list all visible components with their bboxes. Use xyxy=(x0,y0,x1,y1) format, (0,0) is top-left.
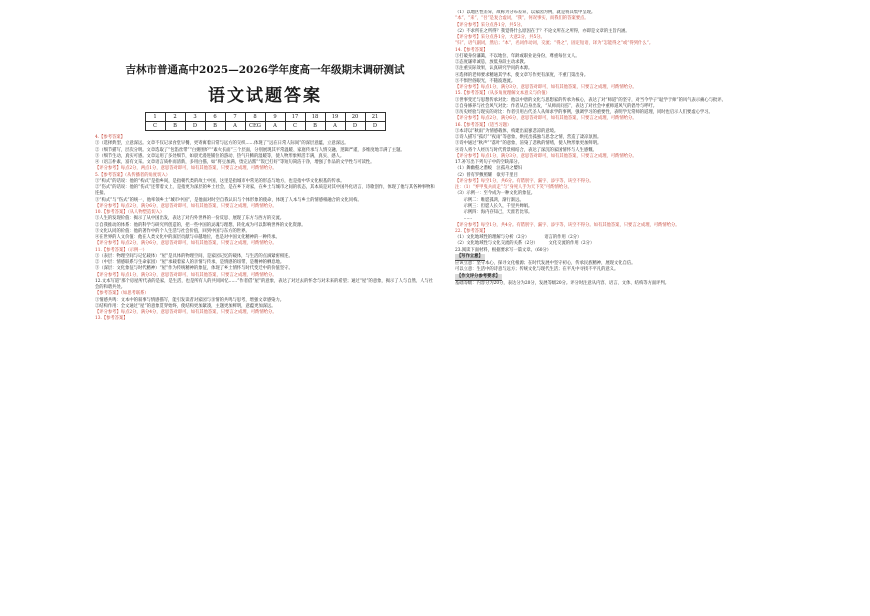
answer-line: ③“构式”与“伤式”的统一，他率领乡土“城市中国”，是他面对时空自我认识与个体形象的使命，体现了人本与乡土的情感相融合的文化同构。 xyxy=(95,197,362,203)
answer-line: ③历史经验与现实的对比：作者引用古代圣人从师求学的事例，强调学习的重要性，表明学无常师的道理，同时也启示人们要虚心学习。 xyxy=(455,110,713,115)
exam-title: 吉林市普通高中2025—2026学年度高一年级期末调研测试 xyxy=(125,64,405,76)
answer-letter-row xyxy=(145,122,385,131)
answer-line: 【评分参考】采分点各1分，共5分。 xyxy=(455,22,525,28)
answer-letter-cell: CEG xyxy=(245,122,265,131)
answer-line: 13.【参考答案】 xyxy=(95,316,128,322)
question-number-cell: 6 xyxy=(205,113,225,122)
question-number-cell: 19 xyxy=(325,113,345,122)
answer-line: 可以立意：生活中的诗意与远方；传统文化与现代生活；在平凡中寻找不平凡的意义。 xyxy=(455,267,619,273)
answer-line: 4.【参考答案】 xyxy=(95,135,125,140)
answer-line: 示例三：但愿人长久，千里共婵娟。 xyxy=(455,203,533,209)
section-heading: 【写作立意】 xyxy=(455,254,485,261)
answer-line: ⑤不惧世俗眼光，不随波逐流。 xyxy=(455,78,516,84)
question-number-cell: 21 xyxy=(365,113,385,122)
answer-letter-cell: C xyxy=(145,122,165,131)
answer-line: ③诗中通过“秋声”“落叶”的意象，渲染了悲秋的情绪，使人物形象更加鲜明。 xyxy=(455,141,602,147)
right-column xyxy=(455,10,785,610)
answer-line: 应该立意：坚守本心，探寻文化根源；在时代发展中坚守初心，传承民族精神，展现文化自信。 xyxy=(455,261,636,266)
answer-line: 【评分参考】每空1分，共4分。有错别字、漏字、添字等，该空不得分。如有其他答案，只要言之成理，可酌情给分。 xyxy=(455,222,680,228)
question-number-row xyxy=(145,113,385,122)
answer-line: ③注重实际效果，认真研究学问的本源。 xyxy=(455,66,533,72)
answer-line: 15.【参考答案】（从多角度理解文本意义与价值） xyxy=(455,91,550,97)
answer-line: 10.【参考答案】（从人物塑造切入） xyxy=(95,210,165,215)
answer-line: …… xyxy=(455,216,473,222)
left-column xyxy=(95,10,435,610)
answer-line: ③文化认同的价值：他的著作中的个人生活与社会价值，回到中国与东方的世界。 xyxy=(95,228,250,234)
question-number-cell: 2 xyxy=(165,113,185,122)
answer-line: 【评分参考】每点1分，满分3分，意思答对即可，如有其他答案，只要言之成理，可酌情给分。 xyxy=(95,272,277,278)
answer-line: 【评分参考】采分点各1分，大意2分，共5分。 xyxy=(455,35,545,40)
answer-line: “归”，语气副词，然后；“本”，名词作动词，交流；“得之”，固定短语，译为“怎能得之”或“得到什么”。 xyxy=(455,41,654,47)
answer-line: 注：（1）“弃甲曳兵而走”与“身死人手为天下笑”可酌情给分。 xyxy=(455,185,572,190)
answer-letter-cell: D xyxy=(345,122,365,131)
answer-line: 【评分参考】每点2分，满分4分，意思答对即可，如有其他答案，只要言之成理，可酌情给分。 xyxy=(95,310,277,315)
answer-letter-cell: A xyxy=(265,122,285,131)
question-number-cell: 1 xyxy=(145,113,165,122)
answer-line: 14.【参考答案】 xyxy=(455,47,488,53)
question-number-cell: 20 xyxy=(345,113,365,122)
answer-line: ①打破身份藩篱，不以地位、年龄或职业论身份，尊重每位文人。 xyxy=(455,53,580,59)
answer-letter-cell: A xyxy=(225,122,245,131)
answer-line: ④（语言朴素，富有文采。文章语言质朴而清新，多用白描，如“将豆加满，烫完沾酱”“饭已打好”等短句简洁干净，增强了作品的文学性与可读性。 xyxy=(95,160,375,165)
answer-line: 【参考答案】（如思考联系） xyxy=(95,291,149,297)
section-heading: 【作文评分参考要求】 xyxy=(455,274,502,281)
answer-line: （1）舞幽壑之潜蛟 泣孤舟之嫠妇 xyxy=(455,166,523,172)
question-number-cell: 8 xyxy=(245,113,265,122)
answer-line: ②态度谦卑诚恳，放低身段主动求教。 xyxy=(455,60,529,65)
answer-line: ③（细节生动，真实可感。文章运用了多处细节，如晨光漫进铺位的游动、热气升腾的湿暖等，使人物形象鲜活丰满，真实、感人。 xyxy=(95,153,345,159)
answer-line: 16.【参考答案】（适当习题） xyxy=(455,122,512,128)
answer-letter-cell: A xyxy=(325,122,345,131)
answer-line: ④在世界的人文价值：他在人类文化中的深层贡献与卓越地位，也是对中国文化精神的一种传承。 xyxy=(95,235,280,240)
question-number-cell: 18 xyxy=(305,113,325,122)
answer-line xyxy=(455,254,785,261)
answer-line: 【评分参考】每点2分，满分6分，意思答对即可，如有其他答案，只要言之成理，可酌情给分。 xyxy=(95,241,277,247)
answer-line: 12.文本写道“那个房屋所代表的是家，是生活，也是所有人的共同回忆……”作者借“屋”的意象，表达了对过去的怀念与对未来的希望；通过“屋”的意象，揭示了人与自然、人与社会的和谐共处。 xyxy=(95,278,433,290)
answer-letter-cell: B xyxy=(165,122,185,131)
question-number-cell: 17 xyxy=(285,113,305,122)
answer-line: 【评分参考】每空1分，共6分。有错别字、漏字、添字等，该空不得分。 xyxy=(455,178,594,184)
answer-line: ①人生的发现价值：揭示了从中国出发，表达了对内外世界的一份反思、展现了东方与西方的交流。 xyxy=(95,216,285,222)
answer-line: 【评分参考】每点1分，满分3分，意思答对即可，如有其他答案，只要言之成理，可酌情给分。 xyxy=(455,85,637,90)
answer-line: 11.【参考答案】（示例一） xyxy=(95,247,147,253)
answer-line: ①（表层：物理空间与记忆载体）“屋”是具体的物理空间，是家园记忆的载体，与生活的点滴紧密相连。 xyxy=(95,253,293,259)
answer-line: 示例四：海内存知己，天涯若比邻。 xyxy=(455,210,533,215)
answer-letter-cell: D xyxy=(185,122,205,131)
answer-line: 示例二：唯愿孤鸿，渐行渐远。 xyxy=(455,197,524,203)
answer-line: （2）不求所在之所得？我觉得什么原因在于？不论文所在之所得，亦即是文章的主旨内涵。 xyxy=(455,28,630,34)
answer-letter-cell: B xyxy=(305,122,325,131)
answer-key-table xyxy=(145,112,386,131)
answer-line: 22.【参考答案】 xyxy=(455,228,488,234)
left-answer-body xyxy=(95,135,435,323)
answer-letter-cell: C xyxy=(285,122,305,131)
answer-line: 基础等级：内容分为20分，表达分为20分，发展等级20分。评分时注意从内容、语言、文体、结构等方面评判。 xyxy=(455,280,670,286)
answer-line: ③（深层：文化象征与时代精神）“屋”作为传统精神的象征，体现了乡土情怀与时代变迁中的价值坚守。 xyxy=(95,266,293,272)
answer-line: （1）文化地域性的理解与分析（2分） 语言的作用（2分） xyxy=(455,235,582,240)
answer-line: （2）曾有罗敷照耀 欲穷千里目 xyxy=(455,172,518,178)
answer-letter-cell: B xyxy=(205,122,225,131)
answer-line: ②自我推动的体系：他的科学与研究所创造的，把一些中国的灵魂与理想，转化成为可以影响世界的文化资源。 xyxy=(95,222,306,228)
question-number-cell: 9 xyxy=(265,113,285,122)
right-answer-body xyxy=(455,10,785,287)
answer-line: ②诗人描写“孤灯”“夜雨”等意象，烘托出孤独与思念之情，营造了凄凉氛围。 xyxy=(455,135,602,140)
answer-line: （1）以地区性差异，故称为分布差异，以家园为例，就是将其集中呈现。 xyxy=(455,10,596,15)
exam-subtitle: 语文试题答案 xyxy=(208,86,322,106)
answer-line: 17.补写出下列句子中的空缺部分。 xyxy=(455,160,522,165)
answer-line: （3）示例一：至今成为一种文化的象征。 xyxy=(455,191,536,197)
answer-line: ④选择的老师要求精通其学术，使文章写作更有深度，不重门第出身。 xyxy=(455,72,589,78)
answer-line: 5.【参考答案】（从传播者的角度切入） xyxy=(95,172,170,178)
answer-line: ②（细节描写，层次分明。文章选取了“包馅丝带”“白粥围炉”“素火长面”三个层面，分别展现其平常温暖、家庭传承与人情交融，逻辑严谨，多维度地丰满了主题。 xyxy=(95,147,405,153)
answer-line: 【评分参考】每点2分，两点1分，意思答对即可，如有其他答案，只要言之成理，可酌情给分。 xyxy=(95,166,277,172)
answer-line: ④诗人将个人经历与时代背景相结合，表达了深沉的家国情怀与人生感慨。 xyxy=(455,147,597,153)
answer-line xyxy=(455,274,785,281)
answer-line: ②“伤式”的话说：他的“伤式”还带着文上，是指更为深层的乡土社会，是在乡下对家，在乡土与城市之间的状态，其本质是对其中国外化语言、诗歌创作，体现了他与其各种事物和连接。 xyxy=(95,185,435,197)
answer-line: 【评分参考】每点2分，满分6分，意思答对即可，如有其他答案，只要言之成理，可酌情给分。 xyxy=(455,116,637,122)
answer-line: ②（中层：情感联系与生命家园）“屋”承载着家人的亲情与传承，是情感的纽带，是精神的栖息地。 xyxy=(95,260,285,265)
answer-line: ②自身修养与社会风气对比：作者从自身出发，“从师而问焉”，表达了对社会中重师道风气的倡导与呼吁。 xyxy=(455,103,658,109)
answer-line: 【评分参考】每点2分，满分6分，意思答对即可，如有其他答案，只要言之成理，可酌情给分。 xyxy=(95,203,277,209)
answer-line: （2）文化地域性与文化交流的关系（2分） 文化交流的作用（2分） xyxy=(455,241,595,247)
question-number-cell: 3 xyxy=(185,113,205,122)
answer-line: 23.阅读下面材料，根据要求写一篇文章。（60分） xyxy=(455,247,552,253)
answer-line: ②结构作用：全文通过“屋”的意象贯穿始终，使结构更加紧凑，主题更加鲜明，意蕴更加深远。 xyxy=(95,303,276,309)
answer-letter-cell: D xyxy=(365,122,385,131)
answer-line: ①“构式”的话说：他的“构式”是指乡间，是指朝代类的故土中国，这里是指城市中常见的形态与地方，也是指中华文化根基的传承。 xyxy=(95,178,345,184)
answer-line: 【评分参考】每点1分，满分3分，意思答对即可，如有其他答案，只要言之成理，可酌情给分。 xyxy=(455,153,637,159)
question-number-cell: 7 xyxy=(225,113,245,122)
answer-line: ①情感共鸣：文本中的叙事与情感描写，能引发读者对家园与亲情的共鸣与思考，增强文章感染力。 xyxy=(95,297,285,303)
answer-line: “本”，“来”，“吾”是复合虚词，“我”，何况事实，而我们的答案要点。 xyxy=(455,16,589,22)
answer-line: ①世事变迁与思想传承对比：他以中唐的文化与思想家的传承为核心，表达了对“师道”的坚守，对当今学子“耻学于师”的风气表示痛心与批评。 xyxy=(455,97,726,103)
answer-line: ①（选择典型，立意深远。文章不仅记录食堂早餐，更寄寓着日常与远方的交织……体现了“远在日常人际间”的深层意蕴，立意深远。 xyxy=(95,141,349,147)
answer-line: ①本诗以“秋雨”为情感载体，构建出寂寥悲凉的意境。 xyxy=(455,128,559,134)
